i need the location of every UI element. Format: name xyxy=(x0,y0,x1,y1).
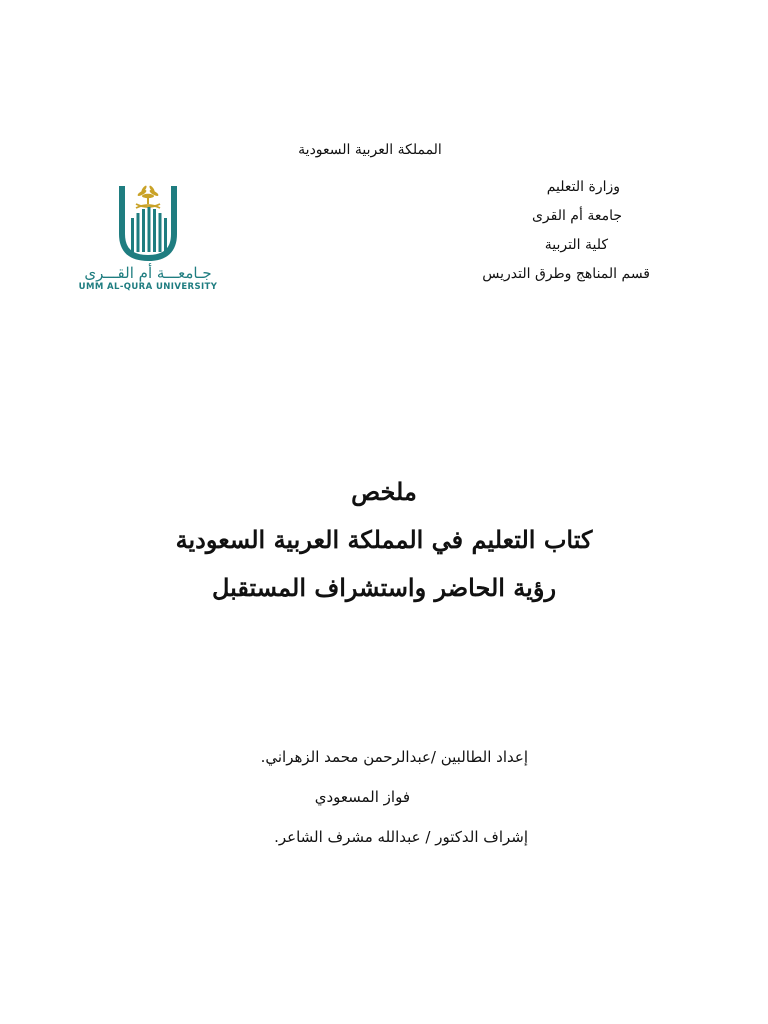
credits-block xyxy=(150,738,610,858)
prepared-by-line: إعداد الطالبين /عبدالرحمن محمد الزهراني. xyxy=(260,748,528,766)
university-emblem-icon xyxy=(70,182,226,264)
supervisor-line: إشراف الدكتور / عبدالله مشرف الشاعر. xyxy=(274,828,528,846)
university-line: جامعة أم القرى xyxy=(531,208,622,224)
college-line: كلية التربية xyxy=(544,237,608,253)
logo-arabic-name: جـامعـــة أم القـــرى xyxy=(84,264,212,282)
logo-english-name: UMM AL-QURA UNIVERSITY xyxy=(78,282,218,292)
title-subtitle: رؤية الحاضر واستشراف المستقبل xyxy=(211,573,557,602)
kingdom-heading: المملكة العربية السعودية xyxy=(298,142,442,158)
university-logo xyxy=(70,182,226,294)
title-book: كتاب التعليم في المملكة العربية السعودية xyxy=(175,525,593,554)
ministry-line: وزارة التعليم xyxy=(546,179,620,195)
title-block xyxy=(100,470,668,614)
institution-header xyxy=(400,173,650,289)
second-student-line: فواز المسعودي xyxy=(314,788,410,806)
department-line: قسم المناهج وطرق التدريس xyxy=(482,266,650,282)
title-summary: ملخص xyxy=(351,477,417,506)
